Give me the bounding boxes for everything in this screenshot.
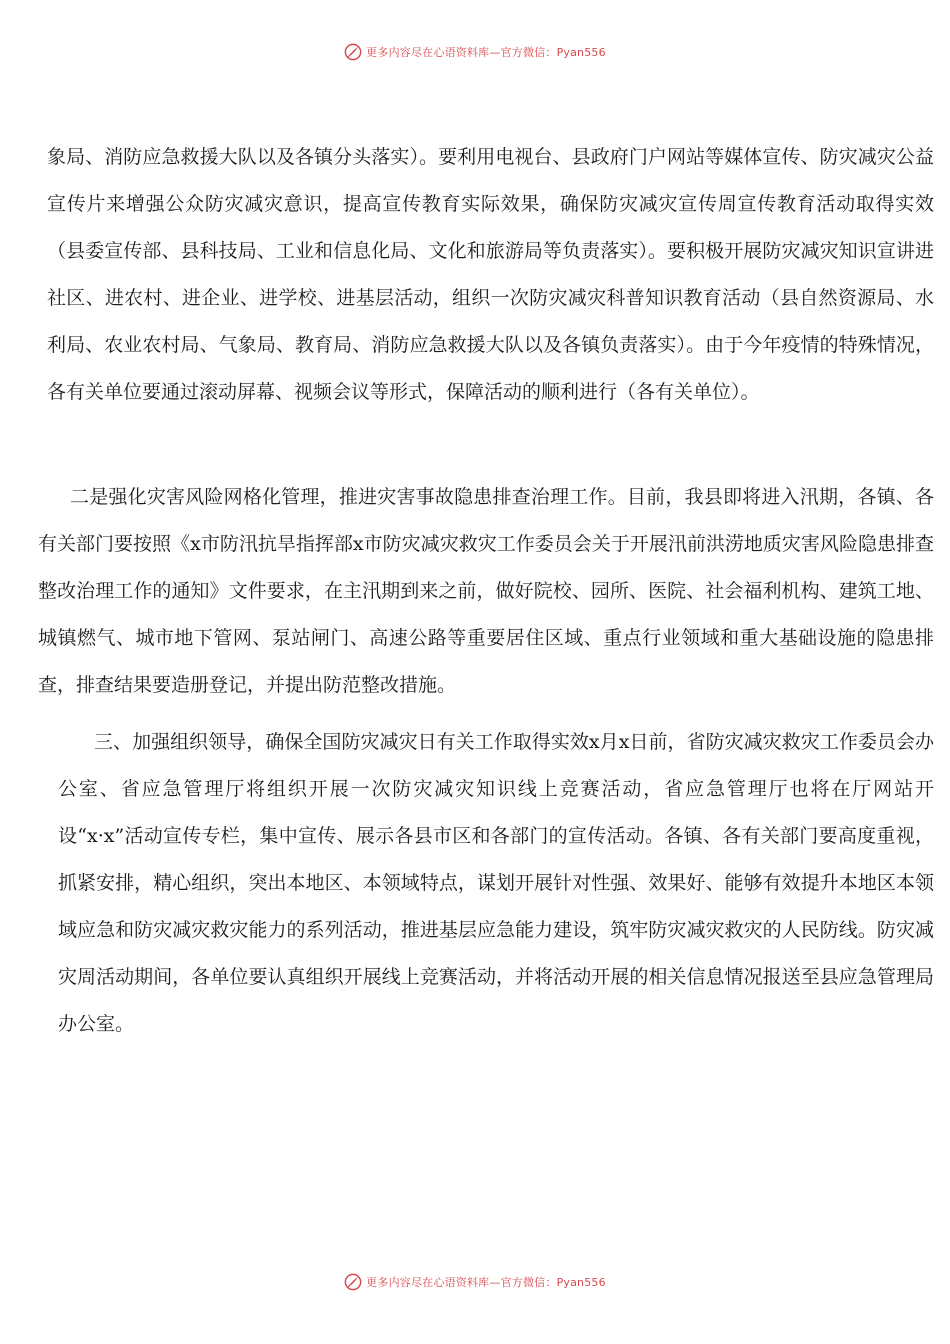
paragraph-3: 三、加强组织领导，确保全国防灾减灾日有关工作取得实效x月x日前，省防灾减灾救灾工作委员会办公室、省应急管理厅将组织开展一次防灾减灾知识线上竞赛活动，省应急管理厅也将在厅网站开设“x·x”活动宣传专栏，集中宣传、展示各县市区和各部门的宣传活动。各镇、各有关部门要高度重视，抓紧安排，精心组织，突出本地区、本领域特点，谋划开展针对性强、效果好、能够有效提升本地区本领域应急和防灾减灾救灾能力的系列活动，推进基层应急能力建设，筑牢防灾减灾救灾的人民防线。防灾减灾周活动期间，各单位要认真组织开展线上竞赛活动，并将活动开展的相关信息情况报送至县应急管理局办公室。 [58,731,934,1035]
paragraph-2: 二是强化灾害风险网格化管理，推进灾害事故隐患排查治理工作。目前，我县即将进入汛期，各镇、各有关部门要按照《x市防汛抗旱指挥部x市防灾减灾救灾工作委员会关于开展汛前洪涝地质灾害风险隐患排查整改治理工作的通知》文件要求，在主汛期到来之前，做好院校、园所、医院、社会福利机构、建筑工地、城镇燃气、城市地下管网、泵站闸门、高速公路等重要居住区域、重点行业领域和重大基础设施的隐患排查，排查结果要造册登记，并提出防范整改措施。 [38,486,934,696]
watermark-text: 更多内容尽在心语资料库—官方微信：Pyan556 [366,46,606,59]
footer-watermark [0,1273,950,1291]
feather-circle-logo-icon [344,1273,362,1291]
header-watermark [0,43,950,61]
feather-circle-logo-icon [344,43,362,61]
watermark-text: 更多内容尽在心语资料库—官方微信：Pyan556 [366,1276,606,1289]
paragraph-1: 象局、消防应急救援大队以及各镇分头落实）。要利用电视台、县政府门户网站等媒体宣传、防灾减灾公益宣传片来增强公众防灾减灾意识，提高宣传教育实际效果，确保防灾减灾宣传周宣传教育活动取得实效（县委宣传部、县科技局、工业和信息化局、文化和旅游局等负责落实）。要积极开展防灾减灾知识宣讲进社区、进农村、进企业、进学校、进基层活动，组织一次防灾减灾科普知识教育活动（县自然资源局、水利局、农业农村局、气象局、教育局、消防应急救援大队以及各镇负责落实）。由于今年疫情的特殊情况，各有关单位要通过滚动屏幕、视频会议等形式，保障活动的顺利进行（各有关单位）。 [47,146,934,403]
